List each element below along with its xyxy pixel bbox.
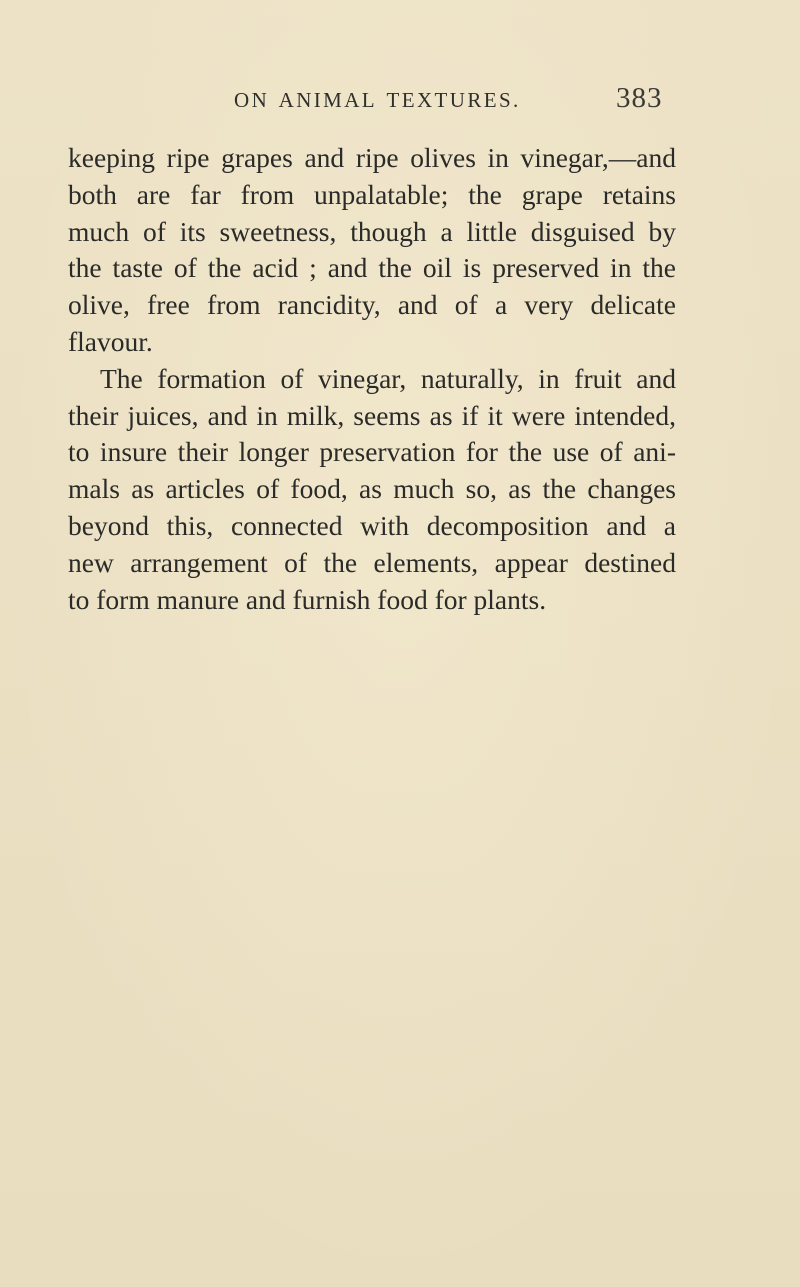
- text-line: olive, free from rancidity, and of a very delicate: [68, 289, 676, 321]
- text-line: to form manure and furnish food for plants.: [68, 583, 547, 615]
- text-line: their juices, and in milk, seems as if it were intended,: [68, 399, 676, 431]
- text-line: flavour.: [68, 325, 153, 357]
- body-text: [68, 140, 676, 618]
- text-line: to insure their longer preservation for the use of ani-: [68, 436, 676, 468]
- text-line: mals as articles of food, as much so, as the changes: [68, 473, 676, 505]
- text-line: the taste of the acid ; and the oil is preserved in the: [68, 252, 676, 284]
- text-line: much of its sweetness, though a little disguised by: [68, 215, 676, 247]
- page-number: 383: [616, 82, 663, 114]
- running-head: ON ANIMAL TEXTURES.: [234, 88, 521, 112]
- text-line: beyond this, connected with decomposition and a: [68, 509, 676, 541]
- text-line: new arrangement of the elements, appear destined: [68, 546, 676, 578]
- text-line: both are far from unpalatable; the grape retains: [68, 178, 676, 210]
- paragraph-start-line: The formation of vinegar, naturally, in fruit and: [100, 362, 676, 394]
- text-line: keeping ripe grapes and ripe olives in vinegar,—and: [68, 142, 676, 173]
